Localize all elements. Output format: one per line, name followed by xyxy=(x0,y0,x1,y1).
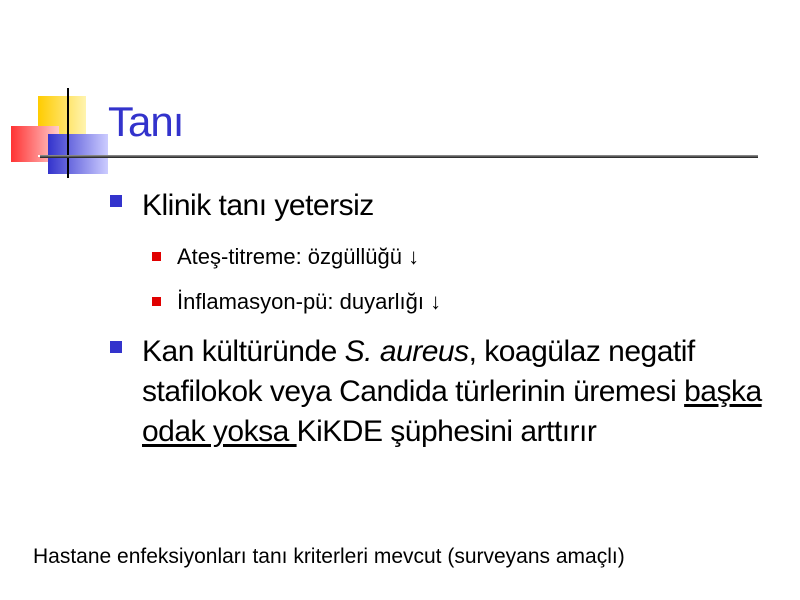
subbullet-text xyxy=(177,289,441,315)
underlined-phrase: başka odak yoksa xyxy=(142,375,762,448)
bullet-square-icon xyxy=(110,195,122,207)
subbullet-inflamasyon xyxy=(152,279,790,324)
subbullet-square-icon xyxy=(152,252,161,261)
title-underline-divider xyxy=(40,155,758,158)
bullet-text: Klinik tanı yetersiz xyxy=(142,189,374,222)
slide-logo-icon xyxy=(8,88,118,188)
bullet-text-part: KiKDE şüphesini arttırır xyxy=(296,415,597,448)
subbullet-label: Ateş-titreme: özgüllüğü xyxy=(177,243,402,269)
arrow-down-icon: ↓ xyxy=(408,243,420,269)
bullet-text-part: Kan kültüründe xyxy=(142,335,345,368)
subbullet-label: İnflamasyon-pü: duyarlığı xyxy=(177,288,425,314)
subbullet-ates-titreme xyxy=(152,234,790,279)
bullet-square-icon xyxy=(110,341,122,353)
bullet-text xyxy=(142,332,790,452)
bullet-kan-kulturu xyxy=(110,332,790,452)
arrow-down-icon: ↓ xyxy=(430,288,442,314)
subbullet-text xyxy=(177,244,419,270)
bullet-text-part: , koagülaz negatif stafilokok veya Candida türlerinin üremesi xyxy=(142,335,695,408)
slide-footer-note: Hastane enfeksiyonları tanı kriterleri mevcut (surveyans amaçlı) xyxy=(33,545,625,568)
bullet-klinik-tani xyxy=(110,186,790,226)
subbullet-square-icon xyxy=(152,297,161,306)
slide-body xyxy=(110,186,790,460)
slide-title: Tanı xyxy=(108,98,184,145)
organism-name: S. aureus xyxy=(344,335,469,368)
